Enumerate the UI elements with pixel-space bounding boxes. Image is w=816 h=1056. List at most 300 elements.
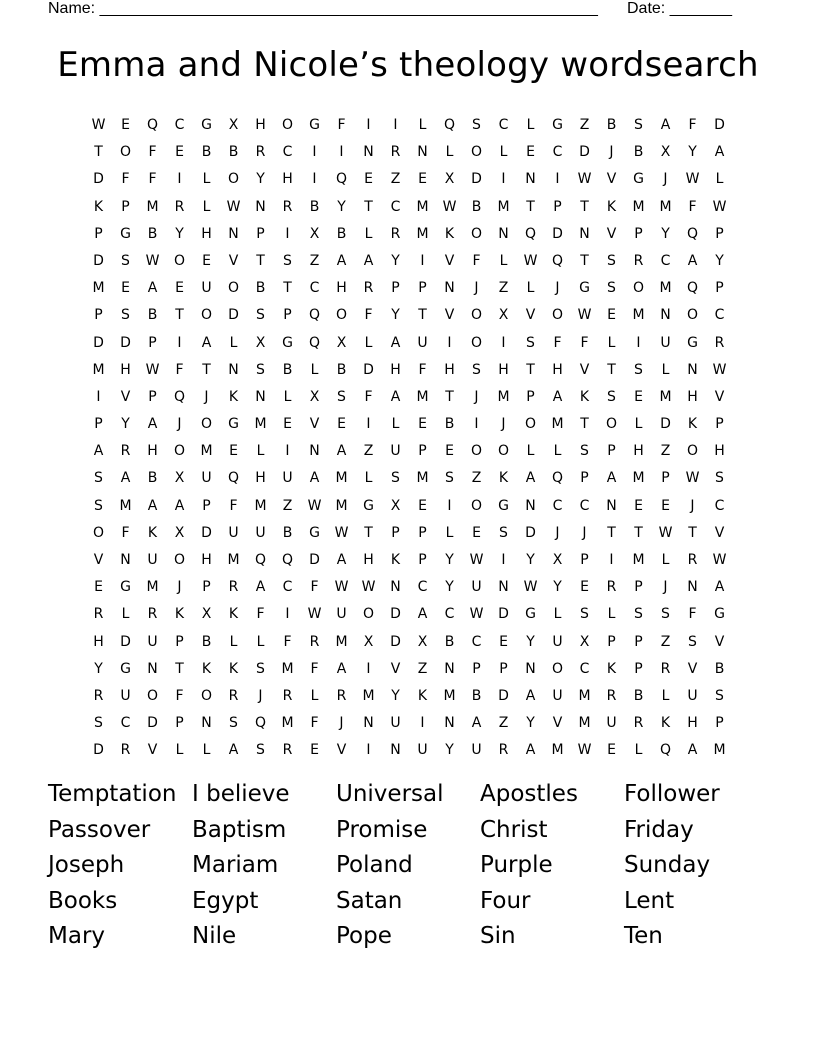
grid-letter: U bbox=[201, 280, 212, 297]
grid-letter: W bbox=[712, 361, 727, 378]
grid-letter: B bbox=[201, 144, 212, 161]
grid-letter: R bbox=[282, 742, 293, 759]
grid-letter: W bbox=[307, 606, 322, 623]
grid-letter: M bbox=[659, 280, 672, 297]
grid-letter: E bbox=[94, 579, 103, 596]
grid-letter: A bbox=[525, 687, 536, 704]
grid-letter: V bbox=[444, 307, 455, 324]
grid-letter: E bbox=[175, 144, 184, 161]
grid-letter: E bbox=[445, 443, 454, 460]
grid-letter: O bbox=[686, 307, 699, 324]
grid-letter: B bbox=[606, 117, 617, 133]
grid-letter: Y bbox=[445, 552, 454, 568]
grid-letter: M bbox=[92, 361, 105, 378]
grid-letter: U bbox=[120, 687, 131, 704]
grid-letter: R bbox=[120, 742, 131, 759]
grid-letter: Y bbox=[337, 198, 346, 215]
grid-letter: Y bbox=[526, 633, 535, 650]
grid-letter: I bbox=[177, 334, 182, 351]
grid-letter: B bbox=[228, 144, 239, 161]
grid-letter: N bbox=[525, 171, 536, 188]
word-list-item: Four bbox=[480, 887, 531, 914]
grid-letter: O bbox=[470, 443, 483, 460]
grid-letter: I bbox=[366, 117, 371, 133]
grid-letter: S bbox=[499, 524, 508, 541]
grid-letter: S bbox=[121, 252, 130, 269]
grid-letter: P bbox=[202, 579, 211, 596]
grid-letter: E bbox=[121, 117, 130, 133]
grid-letter: T bbox=[364, 198, 373, 215]
grid-letter: V bbox=[606, 225, 617, 242]
grid-letter: X bbox=[498, 307, 509, 324]
grid-letter: Y bbox=[94, 660, 103, 677]
grid-letter: M bbox=[254, 497, 267, 514]
grid-letter: I bbox=[177, 171, 182, 188]
grid-letter: F bbox=[148, 171, 157, 188]
grid-letter: X bbox=[174, 470, 185, 487]
grid-letter: C bbox=[498, 117, 509, 133]
grid-letter: K bbox=[174, 606, 185, 623]
grid-letter: N bbox=[444, 715, 455, 732]
grid-letter: B bbox=[255, 280, 266, 297]
grid-letter: W bbox=[712, 198, 727, 215]
grid-letter: E bbox=[229, 443, 238, 460]
grid-letter: X bbox=[579, 633, 590, 650]
grid-letter: P bbox=[634, 579, 643, 596]
grid-letter: M bbox=[335, 497, 348, 514]
grid-letter: M bbox=[416, 388, 429, 405]
grid-row bbox=[85, 221, 733, 248]
grid-letter: S bbox=[607, 388, 616, 405]
grid-letter: E bbox=[175, 280, 184, 297]
grid-letter: R bbox=[633, 252, 644, 269]
grid-letter: S bbox=[661, 606, 670, 623]
grid-letter: B bbox=[336, 225, 347, 242]
grid-letter: A bbox=[147, 416, 158, 433]
grid-letter: V bbox=[390, 660, 401, 677]
grid-letter: W bbox=[685, 470, 700, 487]
grid-letter: Z bbox=[660, 633, 671, 650]
word-list-item: Nile bbox=[192, 923, 237, 950]
grid-letter: T bbox=[364, 524, 373, 541]
grid-letter: O bbox=[470, 144, 483, 161]
grid-letter: I bbox=[339, 144, 344, 161]
grid-letter: V bbox=[714, 388, 725, 405]
grid-letter: R bbox=[363, 280, 374, 297]
grid-letter: L bbox=[526, 117, 535, 133]
word-list-item: Joseph bbox=[48, 852, 125, 879]
grid-letter: W bbox=[685, 171, 700, 188]
grid-letter: T bbox=[688, 524, 697, 541]
grid-letter: U bbox=[282, 470, 293, 487]
grid-letter: N bbox=[255, 198, 266, 215]
grid-letter: O bbox=[362, 606, 375, 623]
grid-letter: C bbox=[714, 497, 725, 514]
grid-letter: V bbox=[120, 388, 131, 405]
grid-letter: C bbox=[174, 117, 185, 133]
grid-letter: P bbox=[715, 416, 724, 433]
grid-letter: D bbox=[552, 225, 563, 242]
grid-letter: P bbox=[391, 280, 400, 297]
grid-letter: M bbox=[416, 470, 429, 487]
grid-letter: B bbox=[147, 225, 158, 242]
grid-letter: V bbox=[444, 252, 455, 269]
grid-letter: I bbox=[636, 334, 641, 351]
grid-letter: P bbox=[634, 660, 643, 677]
grid-letter: M bbox=[551, 416, 564, 433]
grid-letter: C bbox=[309, 280, 320, 297]
grid-letter: F bbox=[364, 307, 373, 324]
grid-letter: I bbox=[96, 388, 101, 405]
grid-letter: Q bbox=[254, 715, 267, 732]
grid-letter: A bbox=[417, 606, 428, 623]
grid-letter: K bbox=[579, 388, 590, 405]
grid-letter: D bbox=[579, 144, 590, 161]
grid-letter: M bbox=[551, 742, 564, 759]
grid-letter: S bbox=[715, 470, 724, 487]
grid-row bbox=[85, 275, 733, 302]
grid-letter: S bbox=[634, 117, 643, 133]
grid-letter: M bbox=[335, 633, 348, 650]
grid-row bbox=[85, 384, 733, 411]
grid-letter: G bbox=[552, 117, 563, 133]
grid-letter: D bbox=[93, 742, 104, 759]
grid-letter: I bbox=[366, 416, 371, 433]
grid-letter: O bbox=[200, 307, 213, 324]
word-list-item: Universal bbox=[336, 781, 444, 807]
grid-letter: N bbox=[390, 579, 401, 596]
grid-letter: D bbox=[93, 334, 104, 351]
grid-letter: Q bbox=[686, 225, 699, 242]
grid-letter: Z bbox=[498, 280, 509, 297]
grid-letter: W bbox=[658, 524, 673, 541]
grid-letter: C bbox=[417, 579, 428, 596]
grid-letter: F bbox=[121, 524, 130, 541]
grid-letter: M bbox=[659, 198, 672, 215]
grid-letter: P bbox=[94, 416, 103, 433]
grid-letter: T bbox=[202, 361, 211, 378]
grid-letter: A bbox=[147, 497, 158, 514]
page-title: Emma and Nicole’s theology wordsearch bbox=[57, 45, 759, 85]
grid-letter: E bbox=[472, 524, 481, 541]
grid-letter: F bbox=[310, 715, 319, 732]
grid-letter: N bbox=[309, 443, 320, 460]
grid-letter: P bbox=[580, 470, 589, 487]
grid-letter: T bbox=[445, 388, 454, 405]
word-list-item: Books bbox=[48, 887, 118, 914]
grid-letter: V bbox=[228, 252, 239, 269]
grid-letter: P bbox=[94, 225, 103, 242]
grid-letter: N bbox=[444, 280, 455, 297]
grid-letter: H bbox=[687, 388, 698, 405]
grid-letter: H bbox=[201, 225, 212, 242]
grid-letter: R bbox=[282, 198, 293, 215]
grid-letter: V bbox=[336, 742, 347, 759]
grid-letter: F bbox=[688, 198, 697, 215]
grid-letter: O bbox=[524, 416, 537, 433]
grid-letter: M bbox=[200, 443, 213, 460]
grid-letter: V bbox=[93, 552, 104, 568]
grid-letter: G bbox=[282, 334, 293, 351]
grid-letter: C bbox=[282, 144, 293, 161]
grid-letter: L bbox=[526, 280, 535, 297]
grid-letter: N bbox=[444, 660, 455, 677]
word-list-item: Christ bbox=[480, 816, 548, 843]
grid-letter: B bbox=[282, 524, 293, 541]
grid-letter: O bbox=[470, 334, 483, 351]
grid-letter: F bbox=[418, 361, 427, 378]
grid-letter: J bbox=[555, 524, 560, 541]
grid-letter: S bbox=[607, 252, 616, 269]
grid-letter: J bbox=[177, 416, 182, 433]
grid-letter: D bbox=[93, 171, 104, 188]
word-list-item: Passover bbox=[48, 816, 151, 843]
grid-letter: H bbox=[633, 443, 644, 460]
grid-letter: Y bbox=[175, 225, 184, 242]
grid-letter: L bbox=[715, 171, 724, 188]
grid-letter: F bbox=[121, 171, 130, 188]
grid-letter: N bbox=[255, 388, 266, 405]
grid-letter: B bbox=[633, 687, 644, 704]
grid-letter: I bbox=[609, 552, 614, 568]
grid-letter: Y bbox=[256, 171, 265, 188]
grid-letter: K bbox=[228, 660, 239, 677]
grid-letter: R bbox=[93, 687, 104, 704]
grid-row bbox=[85, 248, 733, 275]
grid-letter: S bbox=[472, 117, 481, 133]
grid-letter: K bbox=[444, 225, 455, 242]
word-list-item: Ten bbox=[624, 923, 663, 950]
grid-letter: D bbox=[525, 524, 536, 541]
grid-letter: I bbox=[366, 742, 371, 759]
grid-letter: D bbox=[498, 606, 509, 623]
grid-letter: T bbox=[175, 307, 184, 324]
grid-row bbox=[85, 302, 733, 329]
grid-row bbox=[85, 166, 733, 193]
grid-letter: A bbox=[336, 252, 347, 269]
grid-letter: E bbox=[418, 171, 427, 188]
grid-letter: Z bbox=[498, 715, 509, 732]
grid-letter: R bbox=[309, 633, 320, 650]
grid-letter: H bbox=[201, 552, 212, 568]
word-list-item: Temptation bbox=[48, 781, 177, 807]
grid-letter: E bbox=[607, 307, 616, 324]
grid-letter: P bbox=[526, 388, 535, 405]
grid-letter: M bbox=[713, 742, 726, 759]
grid-letter: U bbox=[471, 579, 482, 596]
grid-letter: J bbox=[339, 715, 344, 732]
grid-letter: J bbox=[609, 144, 614, 161]
grid-letter: H bbox=[93, 633, 104, 650]
grid-row bbox=[85, 357, 733, 384]
grid-letter: Z bbox=[309, 252, 320, 269]
grid-letter: M bbox=[281, 660, 294, 677]
grid-letter: I bbox=[447, 334, 452, 351]
grid-letter: I bbox=[312, 144, 317, 161]
grid-letter: L bbox=[121, 606, 130, 623]
grid-letter: G bbox=[714, 606, 725, 623]
grid-letter: Q bbox=[173, 388, 186, 405]
grid-letter: A bbox=[687, 742, 698, 759]
grid-letter: U bbox=[552, 687, 563, 704]
grid-letter: D bbox=[660, 416, 671, 433]
word-list-item: Purple bbox=[480, 852, 553, 879]
grid-letter: D bbox=[363, 361, 374, 378]
word-list-item: Sunday bbox=[624, 852, 711, 879]
grid-letter: Y bbox=[526, 715, 535, 732]
grid-letter: O bbox=[470, 307, 483, 324]
grid-letter: S bbox=[94, 715, 103, 732]
grid-letter: O bbox=[335, 307, 348, 324]
grid-letter: G bbox=[309, 524, 320, 541]
grid-letter: W bbox=[469, 552, 484, 568]
grid-letter: E bbox=[364, 171, 373, 188]
grid-letter: N bbox=[147, 660, 158, 677]
grid-letter: C bbox=[552, 497, 563, 514]
grid-letter: G bbox=[687, 334, 698, 351]
grid-letter: Q bbox=[254, 552, 267, 568]
grid-letter: Q bbox=[659, 742, 672, 759]
grid-letter: J bbox=[474, 388, 479, 405]
grid-letter: L bbox=[229, 633, 238, 650]
word-list-item: Poland bbox=[336, 852, 413, 879]
grid-letter: T bbox=[94, 144, 103, 161]
grid-letter: P bbox=[499, 660, 508, 677]
grid-letter: M bbox=[119, 497, 132, 514]
grid-letter: H bbox=[498, 361, 509, 378]
grid-letter: P bbox=[607, 633, 616, 650]
grid-letter: W bbox=[145, 361, 160, 378]
date-field-label: Date: _______ bbox=[627, 0, 732, 17]
grid-letter: I bbox=[501, 552, 506, 568]
grid-letter: O bbox=[173, 552, 186, 568]
grid-letter: H bbox=[390, 361, 401, 378]
grid-letter: U bbox=[471, 742, 482, 759]
grid-letter: P bbox=[418, 443, 427, 460]
grid-letter: I bbox=[501, 334, 506, 351]
grid-letter: P bbox=[94, 307, 103, 324]
word-list-item: I believe bbox=[192, 781, 290, 807]
grid-letter: E bbox=[121, 280, 130, 297]
grid-letter: T bbox=[634, 524, 643, 541]
grid-letter: P bbox=[148, 388, 157, 405]
grid-letter: X bbox=[363, 633, 374, 650]
grid-letter: I bbox=[366, 660, 371, 677]
grid-letter: E bbox=[418, 416, 427, 433]
grid-letter: L bbox=[661, 687, 670, 704]
grid-letter: A bbox=[336, 660, 347, 677]
grid-letter: O bbox=[173, 252, 186, 269]
grid-letter: E bbox=[661, 497, 670, 514]
grid-letter: D bbox=[309, 552, 320, 568]
grid-letter: R bbox=[282, 687, 293, 704]
grid-letter: S bbox=[445, 470, 454, 487]
grid-letter: F bbox=[310, 660, 319, 677]
grid-letter: V bbox=[687, 660, 698, 677]
grid-letter: R bbox=[660, 660, 671, 677]
grid-letter: Q bbox=[308, 307, 321, 324]
grid-letter: Q bbox=[686, 280, 699, 297]
grid-letter: L bbox=[526, 443, 535, 460]
grid-letter: P bbox=[553, 198, 562, 215]
grid-letter: D bbox=[120, 334, 131, 351]
grid-letter: S bbox=[526, 334, 535, 351]
grid-letter: R bbox=[498, 742, 509, 759]
grid-letter: Y bbox=[391, 252, 400, 269]
word-list-item: Mary bbox=[48, 923, 106, 950]
grid-letter: N bbox=[687, 579, 698, 596]
grid-letter: H bbox=[147, 443, 158, 460]
grid-letter: K bbox=[228, 388, 239, 405]
grid-letter: E bbox=[283, 416, 292, 433]
word-list-item: Lent bbox=[624, 887, 675, 914]
grid-letter: P bbox=[418, 280, 427, 297]
grid-letter: V bbox=[552, 715, 563, 732]
grid-letter: B bbox=[444, 416, 455, 433]
grid-letter: S bbox=[256, 742, 265, 759]
grid-letter: C bbox=[579, 660, 590, 677]
grid-letter: S bbox=[472, 361, 481, 378]
grid-letter: K bbox=[498, 470, 509, 487]
grid-letter: Y bbox=[526, 552, 535, 568]
grid-letter: M bbox=[416, 225, 429, 242]
grid-row bbox=[85, 438, 733, 465]
grid-letter: U bbox=[147, 552, 158, 568]
grid-letter: G bbox=[579, 280, 590, 297]
grid-letter: L bbox=[553, 606, 562, 623]
grid-letter: Q bbox=[281, 552, 294, 568]
grid-letter: P bbox=[472, 660, 481, 677]
grid-letter: V bbox=[714, 633, 725, 650]
grid-letter: P bbox=[418, 524, 427, 541]
grid-letter: L bbox=[364, 470, 373, 487]
grid-letter: O bbox=[173, 443, 186, 460]
grid-letter: E bbox=[634, 388, 643, 405]
grid-letter: P bbox=[391, 524, 400, 541]
grid-letter: E bbox=[418, 497, 427, 514]
grid-letter: X bbox=[390, 497, 401, 514]
grid-letter: W bbox=[523, 252, 538, 269]
grid-letter: Y bbox=[391, 687, 400, 704]
grid-letter: N bbox=[525, 660, 536, 677]
grid-letter: L bbox=[418, 117, 427, 133]
grid-letter: P bbox=[202, 497, 211, 514]
grid-letter: L bbox=[499, 144, 508, 161]
grid-letter: J bbox=[663, 171, 668, 188]
grid-letter: F bbox=[175, 361, 184, 378]
word-list-item: Egypt bbox=[192, 887, 259, 914]
grid-row bbox=[85, 411, 733, 438]
grid-letter: Q bbox=[335, 171, 348, 188]
grid-letter: G bbox=[228, 416, 239, 433]
grid-letter: S bbox=[688, 633, 697, 650]
grid-letter: K bbox=[201, 660, 212, 677]
grid-letter: P bbox=[634, 633, 643, 650]
grid-letter: G bbox=[120, 579, 131, 596]
grid-letter: P bbox=[715, 225, 724, 242]
grid-letter: S bbox=[580, 443, 589, 460]
grid-letter: R bbox=[255, 144, 266, 161]
grid-letter: Z bbox=[579, 117, 590, 133]
grid-letter: A bbox=[714, 144, 725, 161]
grid-letter: N bbox=[417, 144, 428, 161]
word-list-item: Baptism bbox=[192, 816, 287, 843]
grid-letter: K bbox=[606, 198, 617, 215]
grid-letter: Y bbox=[688, 144, 697, 161]
grid-letter: R bbox=[390, 144, 401, 161]
grid-letter: I bbox=[474, 416, 479, 433]
grid-letter: V bbox=[579, 361, 590, 378]
